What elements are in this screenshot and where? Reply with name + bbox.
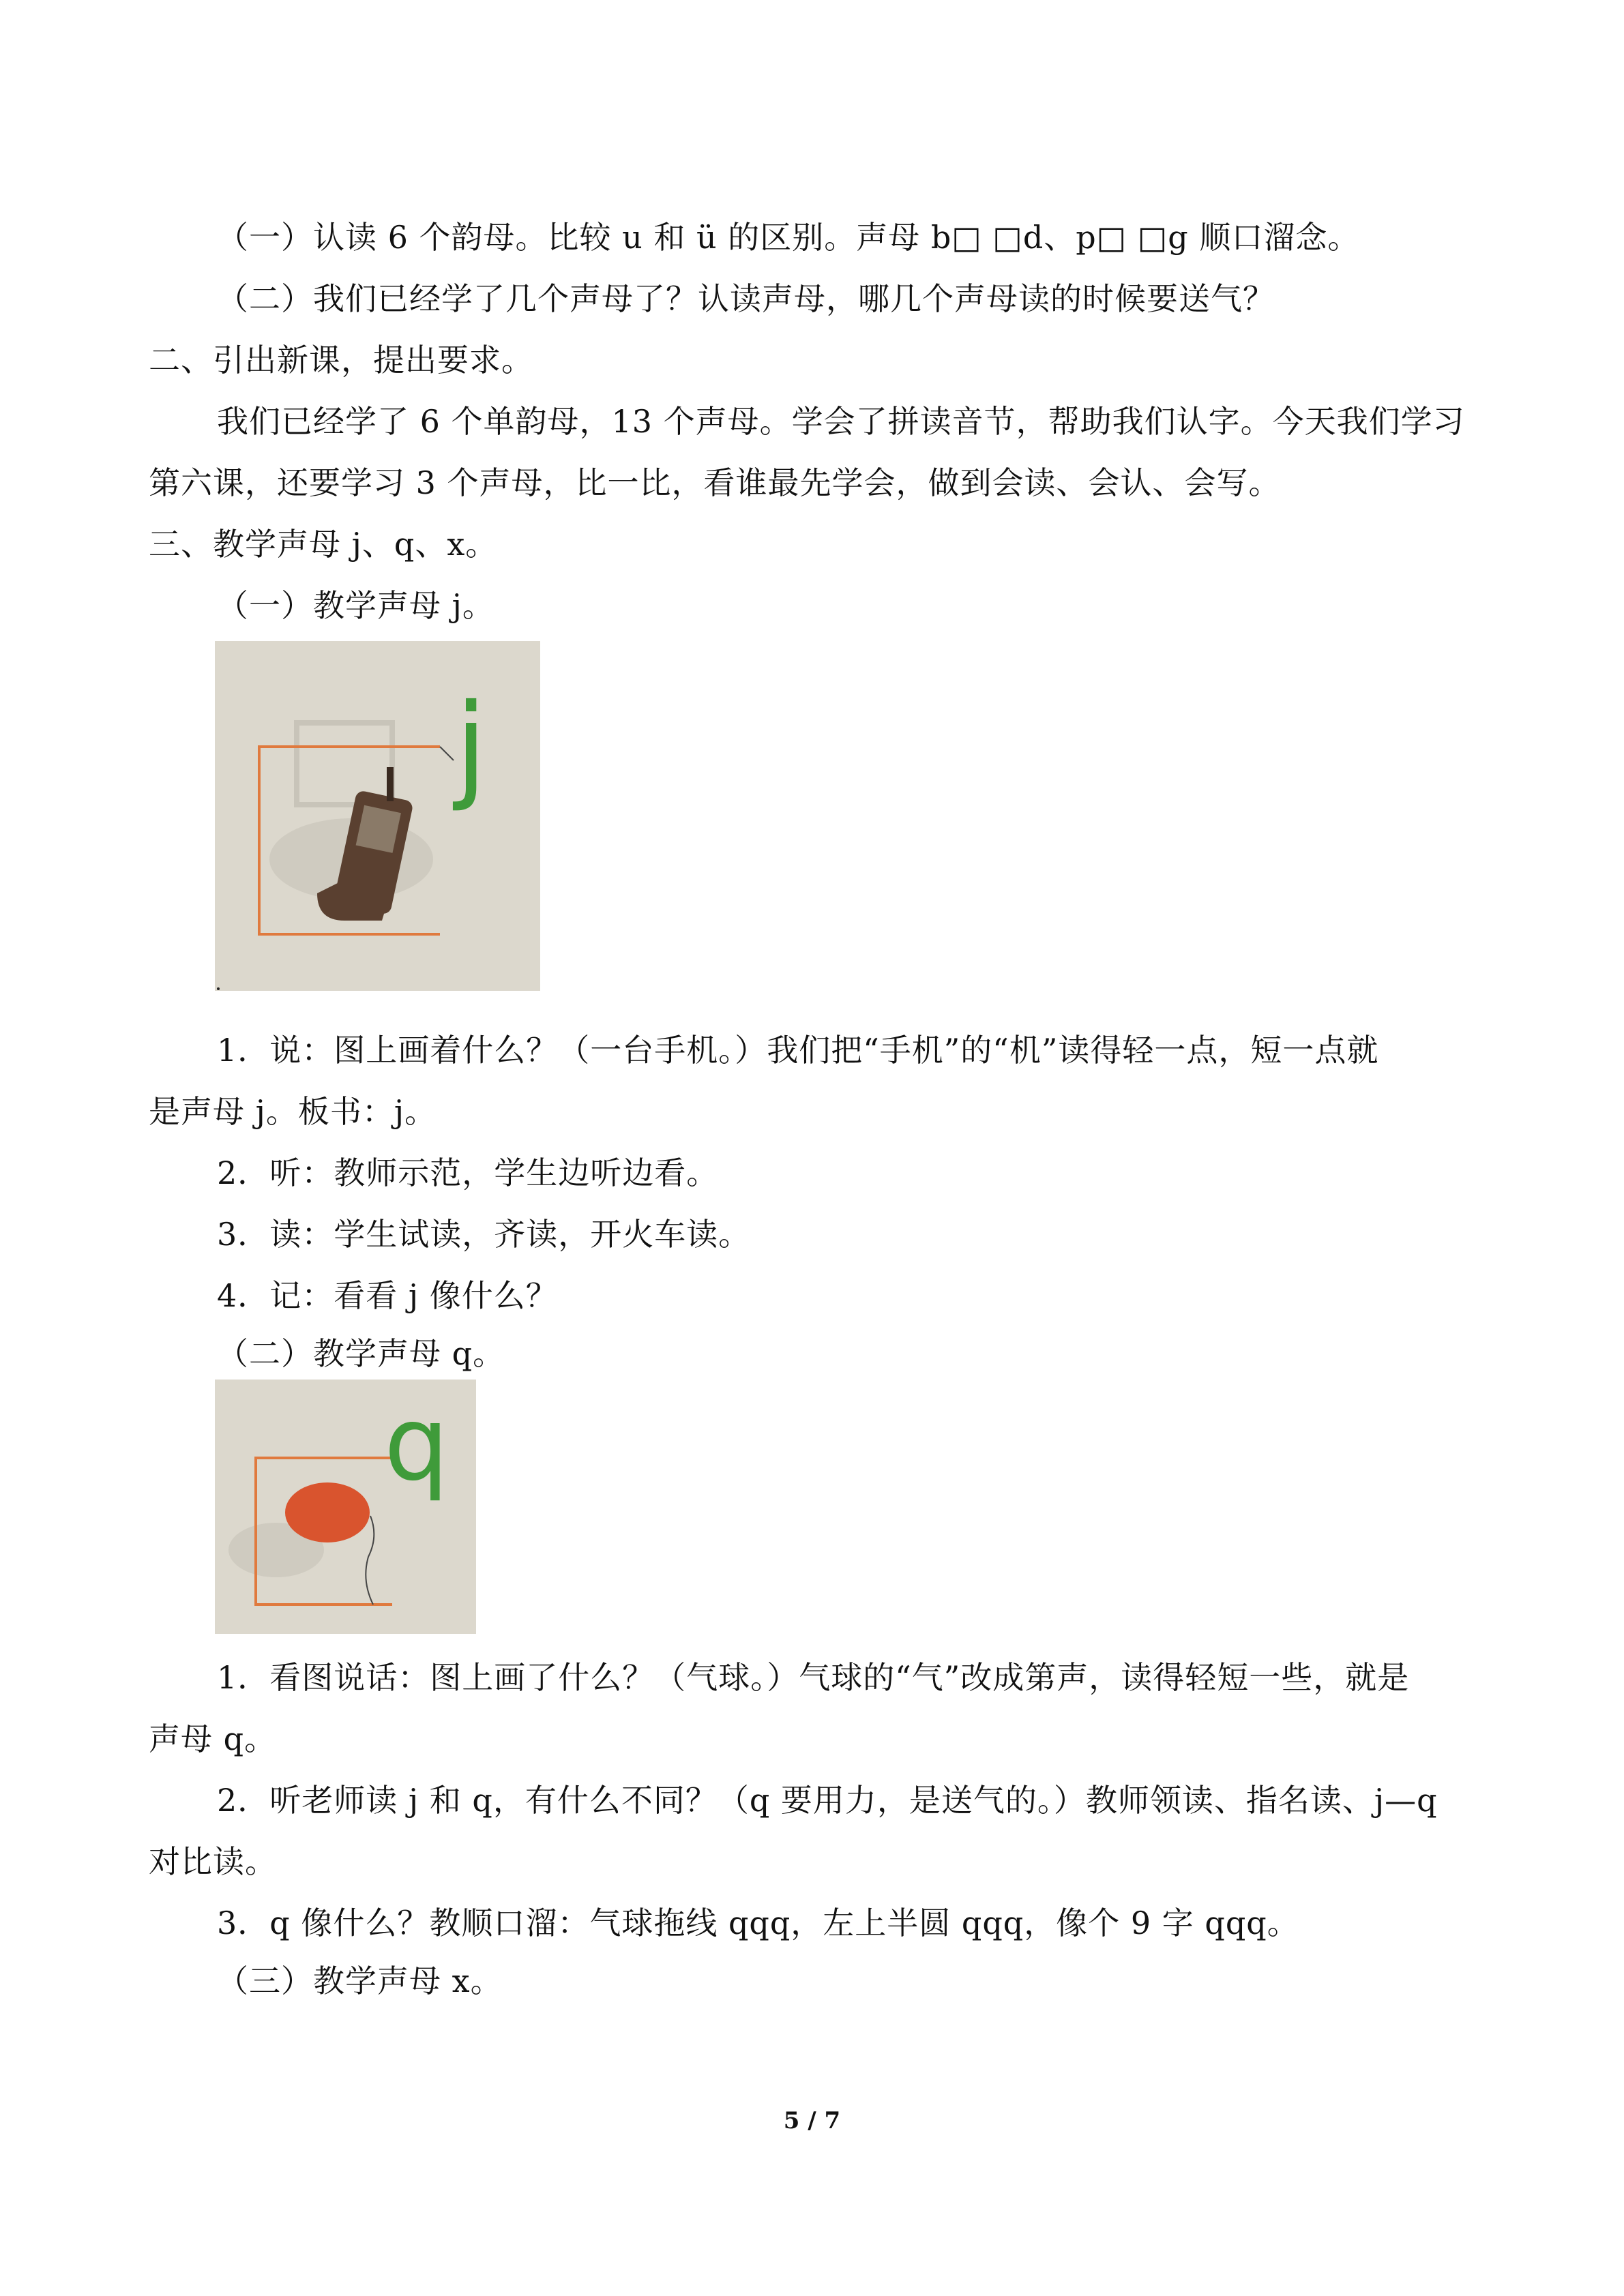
section-heading: 三、教学声母 j、q、x。 <box>149 526 498 563</box>
letter-j: j <box>455 679 488 814</box>
figure-letter-q <box>215 1380 476 1634</box>
subsection-heading: （一）教学声母 j。 <box>217 587 494 624</box>
paragraph-line: 我们已经学了 6 个单韵母，13 个声母。学会了拼读音节，帮助我们认字。今天我们学习 <box>217 403 1465 440</box>
paragraph-line: （二）我们已经学了几个声母了？认读声母，哪几个声母读的时候要送气？ <box>217 280 1275 317</box>
letter-q: q <box>384 1385 449 1504</box>
paragraph-line: 对比读。 <box>149 1843 277 1880</box>
subsection-heading: （二）教学声母 q。 <box>217 1335 505 1372</box>
mobile-phone-icon <box>215 641 540 991</box>
paragraph-line: 1．看图说话：图上画了什么？（气球。）气球的“气”改成第声，读得轻短一些，就是 <box>217 1659 1410 1696</box>
paragraph-line: 第六课，还要学习 3 个声母，比一比，看谁最先学会，做到会读、会认、会写。 <box>149 464 1281 501</box>
page-number: 5 / 7 <box>783 2107 841 2134</box>
paragraph-line: 2．听：教师示范，学生边听边看。 <box>217 1154 719 1191</box>
paragraph-line: 声母 q。 <box>149 1720 277 1757</box>
paragraph-line: （一）认读 6 个韵母。比较 u 和 ü 的区别。声母 b□ □d、p□ □g 顺口溜念。 <box>217 219 1360 256</box>
figure-letter-j <box>215 641 540 991</box>
subsection-heading: （三）教学声母 x。 <box>217 1963 503 1999</box>
section-heading: 二、引出新课，提出要求。 <box>149 342 533 378</box>
paragraph-line: 是声母 j。板书：j。 <box>149 1093 437 1130</box>
paragraph-line: 3．q 像什么？教顺口溜：气球拖线 qqq，左上半圆 qqq，像个 9 字 qqq。 <box>217 1905 1299 1941</box>
paragraph-line: 2．听老师读 j 和 q，有什么不同？（q 要用力，是送气的。）教师领读、指名读、j—q <box>217 1782 1438 1819</box>
paragraph-line: 4．记：看看 j 像什么？ <box>217 1277 558 1314</box>
paragraph-line: 1．说：图上画着什么？（一台手机。）我们把“手机”的“机”读得轻一点，短一点就 <box>217 1032 1379 1069</box>
paragraph-line: 3．读：学生试读，齐读，开火车读。 <box>217 1216 751 1253</box>
